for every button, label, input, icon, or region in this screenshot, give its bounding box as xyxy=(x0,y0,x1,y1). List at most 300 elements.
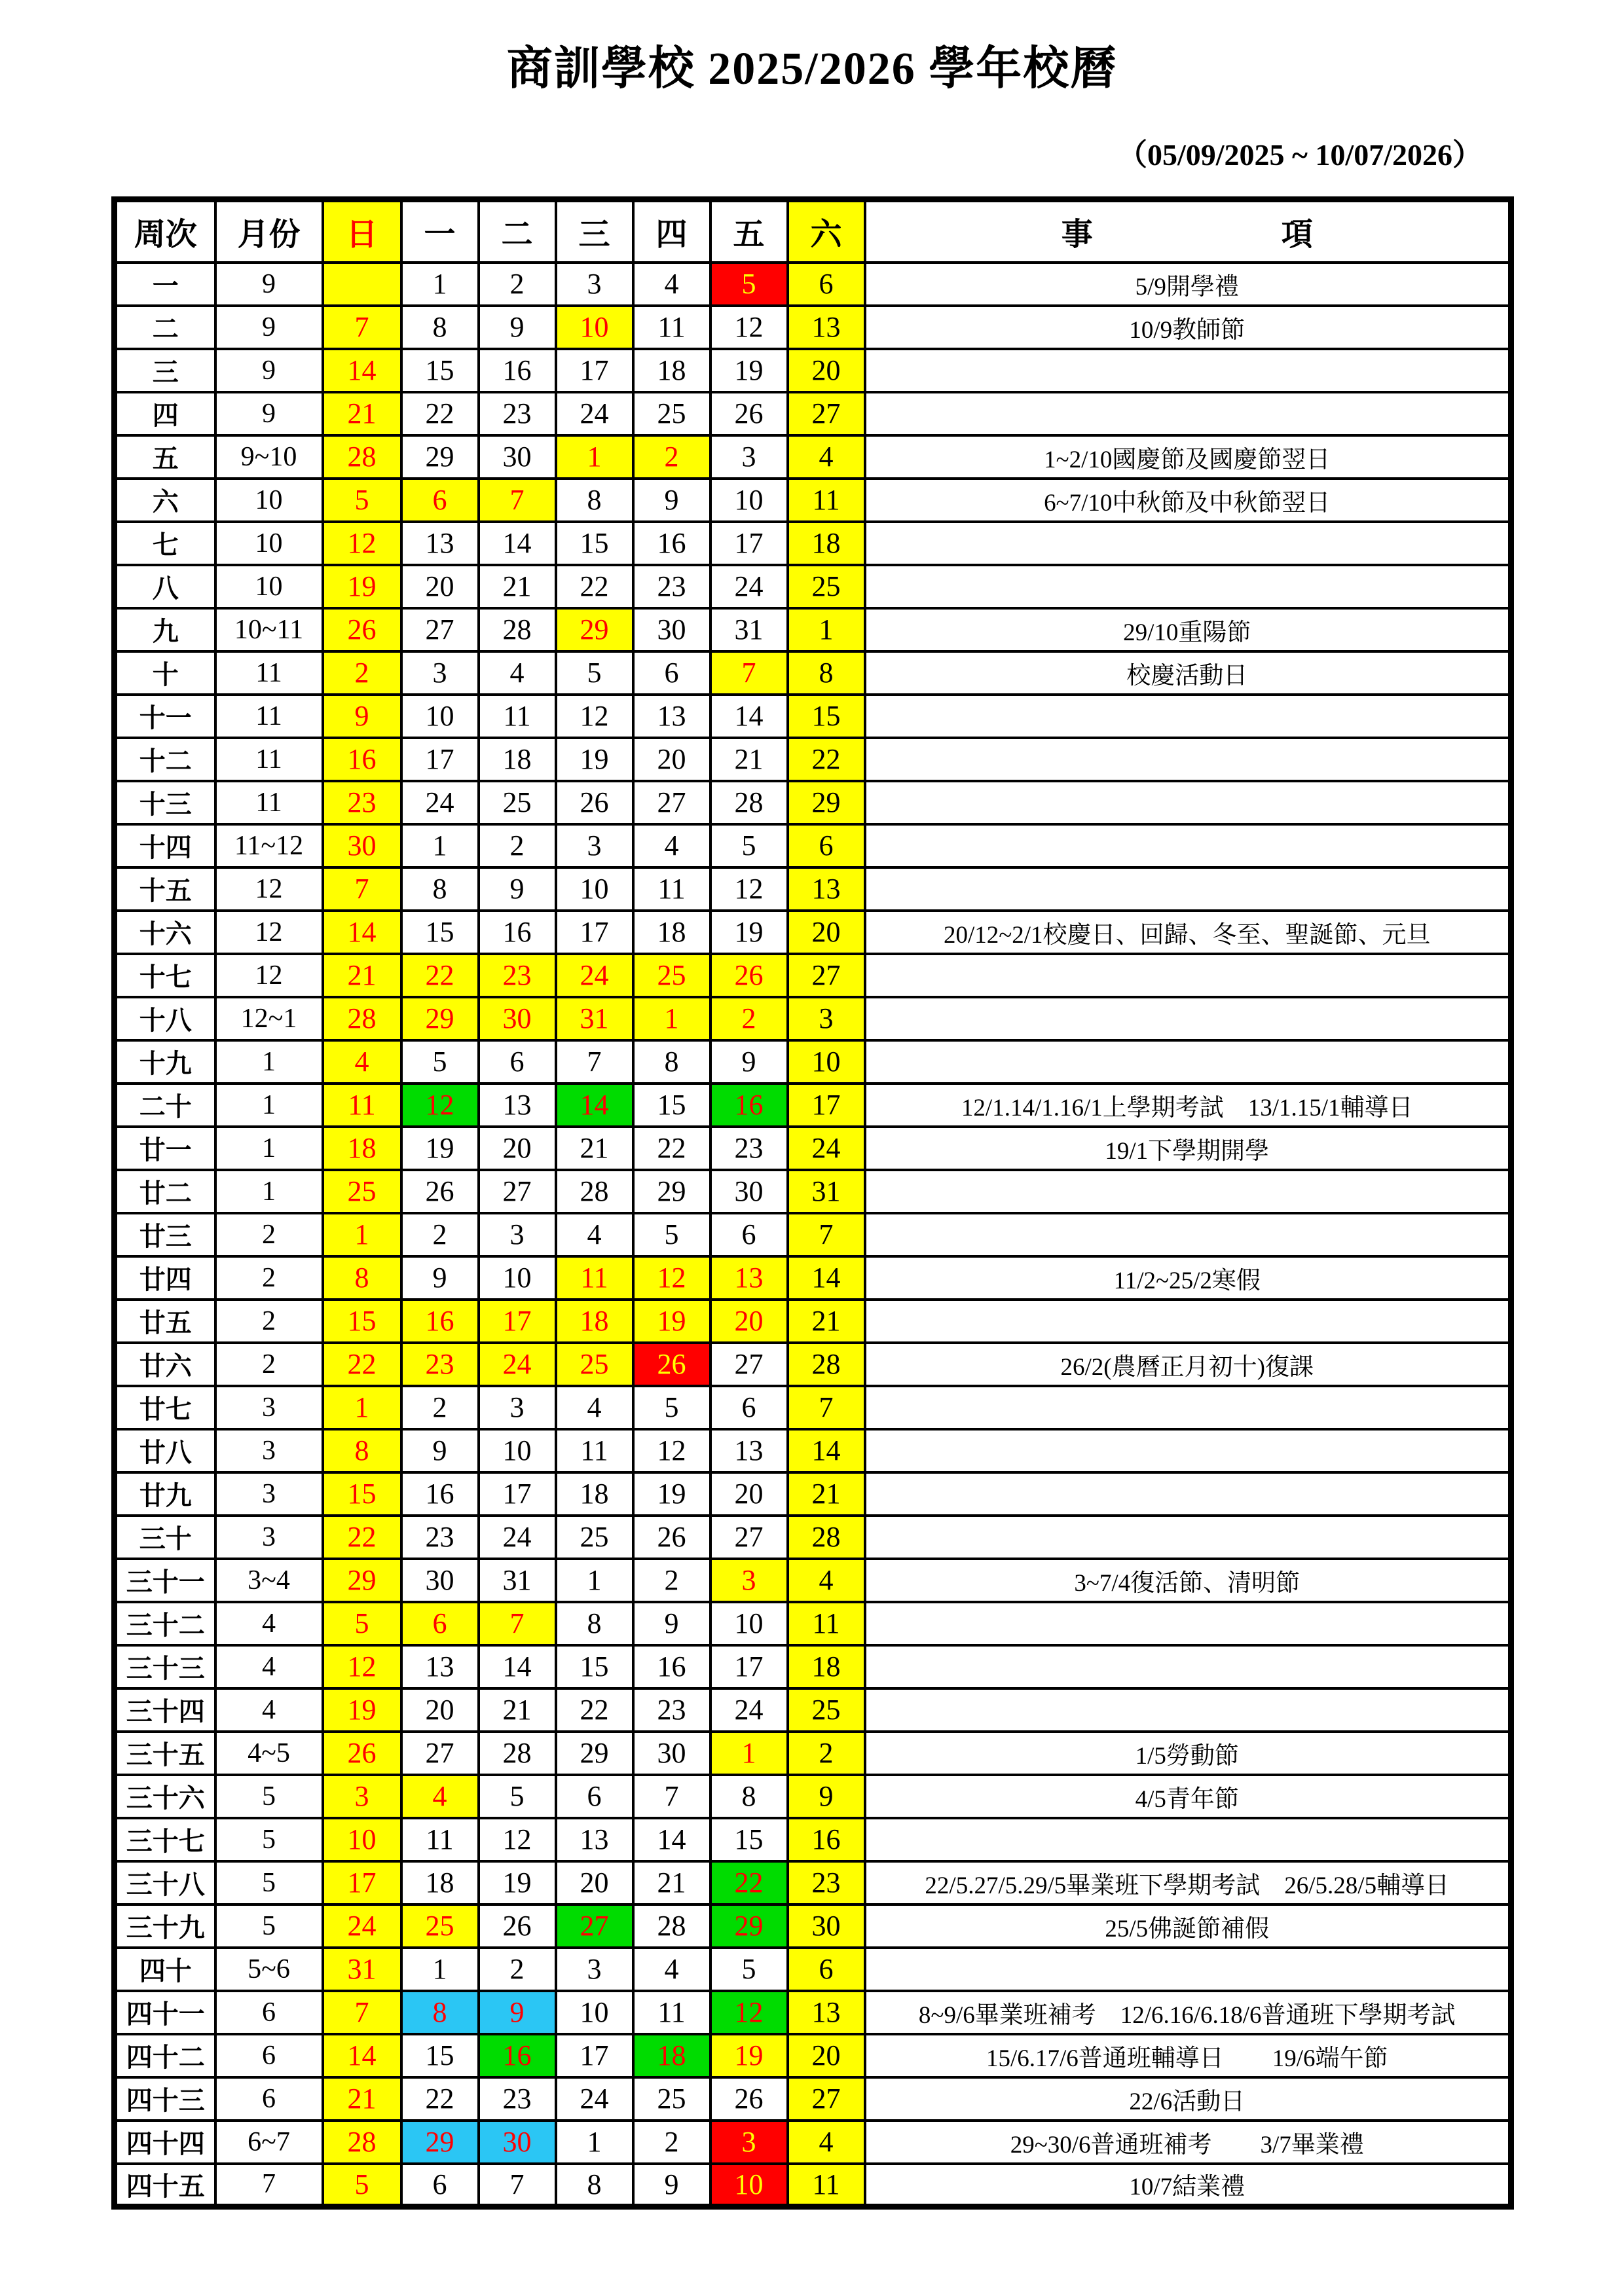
date-cell: 17 xyxy=(710,1645,788,1688)
date-cell: 25 xyxy=(556,1343,633,1386)
event-cell xyxy=(865,1688,1511,1732)
date-cell: 1 xyxy=(556,2121,633,2164)
date-cell: 26 xyxy=(633,1343,710,1386)
event-cell xyxy=(865,1818,1511,1861)
date-cell: 19 xyxy=(710,349,788,392)
date-cell: 28 xyxy=(556,1170,633,1213)
header-row xyxy=(115,200,1511,263)
date-cell: 8 xyxy=(788,651,865,695)
date-cell: 10 xyxy=(556,1991,633,2034)
date-cell: 14 xyxy=(323,349,401,392)
date-cell: 7 xyxy=(710,651,788,695)
month-cell: 12 xyxy=(215,867,323,911)
date-cell: 13 xyxy=(710,1429,788,1472)
date-cell: 4 xyxy=(788,435,865,479)
date-cell: 2 xyxy=(633,2121,710,2164)
date-cell: 4 xyxy=(633,263,710,306)
date-cell: 31 xyxy=(556,997,633,1040)
calendar-week-row xyxy=(115,695,1511,738)
month-cell: 6~7 xyxy=(215,2121,323,2164)
date-cell: 2 xyxy=(479,824,556,867)
date-cell: 15 xyxy=(633,1084,710,1127)
month-cell: 3 xyxy=(215,1472,323,1516)
date-cell: 8 xyxy=(556,1602,633,1645)
month-cell: 10 xyxy=(215,565,323,608)
week-number-cell: 十七 xyxy=(115,954,215,997)
week-number-cell: 廿八 xyxy=(115,1429,215,1472)
month-cell: 11 xyxy=(215,738,323,781)
date-cell: 25 xyxy=(556,1516,633,1559)
date-cell: 8 xyxy=(710,1775,788,1818)
date-cell: 20 xyxy=(710,1472,788,1516)
date-cell: 10 xyxy=(479,1429,556,1472)
date-cell: 10 xyxy=(556,867,633,911)
date-cell: 27 xyxy=(788,2077,865,2121)
calendar-week-row xyxy=(115,349,1511,392)
date-cell: 8 xyxy=(323,1429,401,1472)
date-cell: 11 xyxy=(633,1991,710,2034)
calendar-week-row xyxy=(115,2164,1511,2207)
date-cell: 9 xyxy=(479,1991,556,2034)
date-cell: 7 xyxy=(323,306,401,349)
week-number-cell: 廿五 xyxy=(115,1300,215,1343)
week-number-cell: 九 xyxy=(115,608,215,651)
date-cell: 10 xyxy=(323,1818,401,1861)
date-cell: 17 xyxy=(556,349,633,392)
month-cell: 2 xyxy=(215,1256,323,1300)
event-cell xyxy=(865,1386,1511,1429)
date-cell: 1 xyxy=(710,1732,788,1775)
event-cell: 20/12~2/1校慶日、回歸、冬至、聖誕節、元旦 xyxy=(865,911,1511,954)
date-cell: 25 xyxy=(633,954,710,997)
date-cell: 22 xyxy=(710,1861,788,1904)
week-number-cell: 四十 xyxy=(115,1948,215,1991)
week-number-cell: 二十 xyxy=(115,1084,215,1127)
header-sunday: 日 xyxy=(323,200,401,263)
week-number-cell: 十一 xyxy=(115,695,215,738)
month-cell: 4 xyxy=(215,1645,323,1688)
date-cell: 22 xyxy=(556,1688,633,1732)
date-cell: 2 xyxy=(479,263,556,306)
page-title: 商訓學校 2025/2026 學年校曆 xyxy=(506,44,1118,94)
date-cell: 10 xyxy=(710,479,788,522)
header-thursday: 四 xyxy=(633,200,710,263)
calendar-week-row xyxy=(115,1213,1511,1256)
date-cell: 6 xyxy=(479,1040,556,1084)
week-number-cell: 三十四 xyxy=(115,1688,215,1732)
month-cell: 1 xyxy=(215,1040,323,1084)
month-cell: 10 xyxy=(215,522,323,565)
date-cell: 5 xyxy=(710,263,788,306)
date-cell: 2 xyxy=(401,1386,479,1429)
date-cell: 2 xyxy=(633,435,710,479)
date-cell: 7 xyxy=(788,1386,865,1429)
month-cell: 5 xyxy=(215,1818,323,1861)
date-cell: 1 xyxy=(556,1559,633,1602)
week-number-cell: 三十五 xyxy=(115,1732,215,1775)
date-cell: 20 xyxy=(633,738,710,781)
calendar-week-row xyxy=(115,565,1511,608)
event-cell: 4/5青年節 xyxy=(865,1775,1511,1818)
date-cell: 7 xyxy=(479,479,556,522)
date-cell: 7 xyxy=(479,2164,556,2207)
date-cell: 14 xyxy=(479,522,556,565)
week-number-cell: 廿四 xyxy=(115,1256,215,1300)
date-cell: 31 xyxy=(788,1170,865,1213)
date-cell: 12 xyxy=(633,1429,710,1472)
date-cell: 11 xyxy=(479,695,556,738)
date-cell: 6 xyxy=(788,1948,865,1991)
week-number-cell: 三 xyxy=(115,349,215,392)
date-cell: 27 xyxy=(710,1516,788,1559)
event-cell xyxy=(865,565,1511,608)
date-cell: 31 xyxy=(479,1559,556,1602)
month-cell: 11 xyxy=(215,695,323,738)
date-cell: 20 xyxy=(401,565,479,608)
date-cell: 30 xyxy=(633,608,710,651)
month-cell: 5 xyxy=(215,1904,323,1948)
date-cell: 16 xyxy=(323,738,401,781)
date-cell: 21 xyxy=(788,1300,865,1343)
event-cell: 校慶活動日 xyxy=(865,651,1511,695)
month-cell: 6 xyxy=(215,1991,323,2034)
calendar-week-row xyxy=(115,1516,1511,1559)
week-number-cell: 四十五 xyxy=(115,2164,215,2207)
calendar-week-row xyxy=(115,1343,1511,1386)
date-cell: 8 xyxy=(633,1040,710,1084)
week-number-cell: 八 xyxy=(115,565,215,608)
week-number-cell: 十五 xyxy=(115,867,215,911)
date-cell: 18 xyxy=(633,2034,710,2077)
month-cell: 3 xyxy=(215,1386,323,1429)
week-number-cell: 五 xyxy=(115,435,215,479)
date-cell: 22 xyxy=(633,1127,710,1170)
calendar-week-row xyxy=(115,997,1511,1040)
date-cell: 1 xyxy=(323,1213,401,1256)
date-cell: 11 xyxy=(633,306,710,349)
date-cell: 23 xyxy=(323,781,401,824)
date-cell: 17 xyxy=(479,1300,556,1343)
date-cell: 12 xyxy=(633,1256,710,1300)
date-cell: 18 xyxy=(323,1127,401,1170)
week-number-cell: 十三 xyxy=(115,781,215,824)
date-cell: 17 xyxy=(710,522,788,565)
month-cell: 1 xyxy=(215,1084,323,1127)
event-cell xyxy=(865,1645,1511,1688)
week-number-cell: 廿三 xyxy=(115,1213,215,1256)
date-cell: 12 xyxy=(323,1645,401,1688)
date-cell: 13 xyxy=(710,1256,788,1300)
calendar-week-row xyxy=(115,2077,1511,2121)
week-number-cell: 十八 xyxy=(115,997,215,1040)
date-cell: 18 xyxy=(788,522,865,565)
date-cell: 9 xyxy=(479,867,556,911)
date-cell: 5 xyxy=(479,1775,556,1818)
date-cell: 8 xyxy=(556,2164,633,2207)
event-cell xyxy=(865,1516,1511,1559)
date-cell: 6 xyxy=(556,1775,633,1818)
date-cell: 1 xyxy=(633,997,710,1040)
date-cell: 22 xyxy=(788,738,865,781)
date-cell: 11 xyxy=(556,1429,633,1472)
calendar-week-row xyxy=(115,1602,1511,1645)
date-cell: 2 xyxy=(710,997,788,1040)
month-cell: 9~10 xyxy=(215,435,323,479)
date-cell: 9 xyxy=(788,1775,865,1818)
date-cell: 23 xyxy=(633,1688,710,1732)
date-cell: 27 xyxy=(710,1343,788,1386)
date-cell: 27 xyxy=(479,1170,556,1213)
date-cell: 14 xyxy=(323,911,401,954)
date-cell: 25 xyxy=(479,781,556,824)
date-cell: 16 xyxy=(633,1645,710,1688)
event-cell xyxy=(865,1170,1511,1213)
date-cell: 5 xyxy=(323,2164,401,2207)
date-cell: 7 xyxy=(323,867,401,911)
event-cell: 29~30/6普通班補考 3/7畢業禮 xyxy=(865,2121,1511,2164)
calendar-week-row xyxy=(115,1948,1511,1991)
date-cell: 28 xyxy=(633,1904,710,1948)
date-cell: 9 xyxy=(710,1040,788,1084)
calendar-week-row xyxy=(115,867,1511,911)
date-cell: 26 xyxy=(401,1170,479,1213)
date-cell: 4 xyxy=(633,824,710,867)
date-cell: 13 xyxy=(401,522,479,565)
event-cell: 15/6.17/6普通班輔導日 19/6端午節 xyxy=(865,2034,1511,2077)
date-cell: 3 xyxy=(710,1559,788,1602)
date-cell: 15 xyxy=(556,522,633,565)
date-cell: 9 xyxy=(479,306,556,349)
date-cell: 21 xyxy=(323,392,401,435)
date-cell: 7 xyxy=(788,1213,865,1256)
calendar-week-row xyxy=(115,306,1511,349)
date-cell: 14 xyxy=(710,695,788,738)
event-cell: 10/9教師節 xyxy=(865,306,1511,349)
header-week: 周次 xyxy=(115,200,215,263)
date-cell: 15 xyxy=(556,1645,633,1688)
date-cell: 24 xyxy=(479,1343,556,1386)
date-cell: 24 xyxy=(556,954,633,997)
date-cell: 26 xyxy=(633,1516,710,1559)
month-cell: 10~11 xyxy=(215,608,323,651)
date-cell: 2 xyxy=(323,651,401,695)
date-cell: 5 xyxy=(323,479,401,522)
header-events: 事 項 xyxy=(865,200,1511,263)
date-cell: 5 xyxy=(633,1213,710,1256)
date-cell: 3 xyxy=(556,824,633,867)
date-cell: 3 xyxy=(323,1775,401,1818)
week-number-cell: 一 xyxy=(115,263,215,306)
date-cell: 21 xyxy=(633,1861,710,1904)
event-cell xyxy=(865,997,1511,1040)
week-number-cell: 三十八 xyxy=(115,1861,215,1904)
event-cell xyxy=(865,1948,1511,1991)
date-cell: 7 xyxy=(633,1775,710,1818)
week-number-cell: 三十九 xyxy=(115,1904,215,1948)
date-cell: 1 xyxy=(323,1386,401,1429)
date-cell: 3 xyxy=(401,651,479,695)
calendar-week-row xyxy=(115,1991,1511,2034)
calendar-week-row xyxy=(115,1040,1511,1084)
calendar-week-row xyxy=(115,1645,1511,1688)
date-cell: 13 xyxy=(556,1818,633,1861)
month-cell: 11 xyxy=(215,651,323,695)
date-cell: 27 xyxy=(556,1904,633,1948)
date-cell: 24 xyxy=(323,1904,401,1948)
date-cell: 29 xyxy=(710,1904,788,1948)
date-cell: 18 xyxy=(556,1300,633,1343)
date-cell: 28 xyxy=(323,2121,401,2164)
date-cell: 24 xyxy=(479,1516,556,1559)
event-cell xyxy=(865,1040,1511,1084)
date-cell: 12 xyxy=(710,867,788,911)
date-cell: 4 xyxy=(788,1559,865,1602)
date-cell: 25 xyxy=(633,392,710,435)
date-cell: 31 xyxy=(710,608,788,651)
date-cell: 15 xyxy=(323,1472,401,1516)
date-cell: 27 xyxy=(788,392,865,435)
date-cell: 21 xyxy=(479,565,556,608)
date-cell: 16 xyxy=(479,349,556,392)
date-cell: 27 xyxy=(633,781,710,824)
date-cell: 27 xyxy=(401,1732,479,1775)
week-number-cell: 廿七 xyxy=(115,1386,215,1429)
date-cell: 14 xyxy=(633,1818,710,1861)
event-cell xyxy=(865,1213,1511,1256)
date-cell: 22 xyxy=(401,2077,479,2121)
date-cell: 4 xyxy=(633,1948,710,1991)
calendar-week-row xyxy=(115,263,1511,306)
date-cell: 8 xyxy=(401,306,479,349)
date-cell: 30 xyxy=(479,2121,556,2164)
date-cell: 6 xyxy=(710,1213,788,1256)
date-cell: 5 xyxy=(710,1948,788,1991)
date-cell: 6 xyxy=(633,651,710,695)
date-cell: 26 xyxy=(556,781,633,824)
date-cell: 5 xyxy=(556,651,633,695)
date-cell: 3 xyxy=(710,435,788,479)
date-cell: 25 xyxy=(323,1170,401,1213)
date-cell: 15 xyxy=(323,1300,401,1343)
date-cell: 3 xyxy=(479,1386,556,1429)
date-cell: 30 xyxy=(710,1170,788,1213)
date-cell: 8 xyxy=(556,479,633,522)
date-cell: 6 xyxy=(788,263,865,306)
header-friday: 五 xyxy=(710,200,788,263)
date-cell: 15 xyxy=(401,349,479,392)
date-cell: 18 xyxy=(633,911,710,954)
calendar-week-row xyxy=(115,1818,1511,1861)
date-cell: 4 xyxy=(323,1040,401,1084)
date-cell: 3 xyxy=(479,1213,556,1256)
event-cell: 22/5.27/5.29/5畢業班下學期考試 26/5.28/5輔導日 xyxy=(865,1861,1511,1904)
month-cell: 10 xyxy=(215,479,323,522)
header-month: 月份 xyxy=(215,200,323,263)
date-cell: 14 xyxy=(479,1645,556,1688)
date-cell: 11 xyxy=(788,1602,865,1645)
event-cell: 29/10重陽節 xyxy=(865,608,1511,651)
date-cell: 10 xyxy=(556,306,633,349)
date-cell: 30 xyxy=(479,997,556,1040)
month-cell: 7 xyxy=(215,2164,323,2207)
date-cell: 15 xyxy=(710,1818,788,1861)
date-cell: 25 xyxy=(788,565,865,608)
date-cell: 19 xyxy=(323,1688,401,1732)
event-cell: 3~7/4復活節、清明節 xyxy=(865,1559,1511,1602)
date-cell: 14 xyxy=(556,1084,633,1127)
date-cell: 11 xyxy=(323,1084,401,1127)
month-cell: 11 xyxy=(215,781,323,824)
week-number-cell: 十 xyxy=(115,651,215,695)
calendar-week-row xyxy=(115,1559,1511,1602)
date-cell: 4 xyxy=(479,651,556,695)
date-cell: 6 xyxy=(401,1602,479,1645)
date-cell: 29 xyxy=(556,1732,633,1775)
date-cell: 28 xyxy=(788,1516,865,1559)
date-cell: 29 xyxy=(401,435,479,479)
date-cell: 24 xyxy=(710,1688,788,1732)
event-cell: 5/9開學禮 xyxy=(865,263,1511,306)
date-cell: 17 xyxy=(479,1472,556,1516)
date-cell: 20 xyxy=(788,2034,865,2077)
date-cell: 16 xyxy=(401,1472,479,1516)
date-cell: 1 xyxy=(556,435,633,479)
date-cell: 20 xyxy=(556,1861,633,1904)
header-monday: 一 xyxy=(401,200,479,263)
date-cell: 26 xyxy=(323,608,401,651)
date-cell: 2 xyxy=(479,1948,556,1991)
date-cell: 3 xyxy=(788,997,865,1040)
date-cell: 25 xyxy=(788,1688,865,1732)
calendar-week-row xyxy=(115,911,1511,954)
date-cell: 29 xyxy=(556,608,633,651)
week-number-cell: 廿九 xyxy=(115,1472,215,1516)
date-cell: 7 xyxy=(556,1040,633,1084)
calendar-week-row xyxy=(115,954,1511,997)
calendar-week-row xyxy=(115,1904,1511,1948)
event-cell: 19/1下學期開學 xyxy=(865,1127,1511,1170)
date-cell: 10 xyxy=(479,1256,556,1300)
calendar-week-row xyxy=(115,1688,1511,1732)
date-cell: 15 xyxy=(401,911,479,954)
calendar-week-row xyxy=(115,435,1511,479)
week-number-cell: 十九 xyxy=(115,1040,215,1084)
date-cell: 22 xyxy=(556,565,633,608)
event-cell: 26/2(農曆正月初十)復課 xyxy=(865,1343,1511,1386)
calendar-week-row xyxy=(115,1429,1511,1472)
date-cell: 19 xyxy=(633,1300,710,1343)
event-cell xyxy=(865,1429,1511,1472)
date-cell: 13 xyxy=(633,695,710,738)
event-cell xyxy=(865,349,1511,392)
month-cell: 12 xyxy=(215,954,323,997)
date-cell: 18 xyxy=(633,349,710,392)
month-cell: 1 xyxy=(215,1127,323,1170)
date-cell: 9 xyxy=(633,479,710,522)
date-cell: 12 xyxy=(323,522,401,565)
date-cell: 6 xyxy=(401,479,479,522)
event-cell xyxy=(865,1472,1511,1516)
date-cell: 8 xyxy=(323,1256,401,1300)
date-cell: 19 xyxy=(710,2034,788,2077)
date-cell: 23 xyxy=(479,954,556,997)
date-cell: 19 xyxy=(479,1861,556,1904)
date-cell: 10 xyxy=(710,2164,788,2207)
date-cell: 26 xyxy=(710,392,788,435)
month-cell: 3~4 xyxy=(215,1559,323,1602)
week-number-cell: 六 xyxy=(115,479,215,522)
date-cell: 29 xyxy=(323,1559,401,1602)
